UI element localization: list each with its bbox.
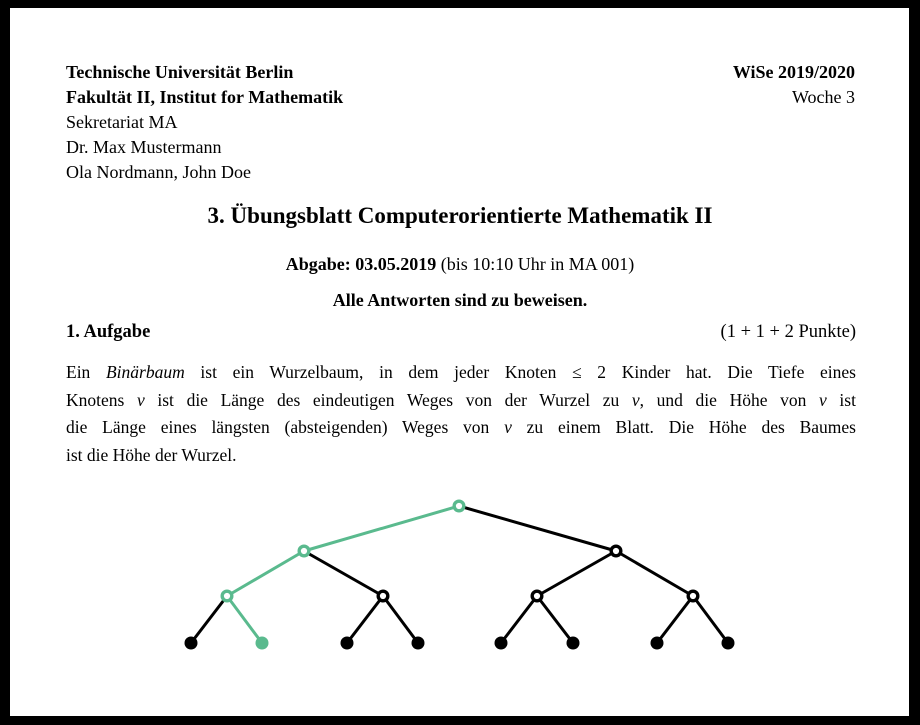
- tree-edge: [227, 551, 304, 596]
- tree-inner-node: [532, 591, 542, 601]
- tree-edge: [501, 596, 537, 643]
- tree-edge: [347, 596, 383, 643]
- proof-notice: Alle Antworten sind zu beweisen.: [332, 290, 588, 310]
- tree-inner-node: [222, 591, 232, 601]
- institution-name: Technische Universität Berlin: [66, 62, 294, 82]
- tree-inner-node: [454, 501, 464, 511]
- tree-leaf-node: [495, 637, 508, 650]
- tree-leaf-node: [185, 637, 198, 650]
- tree-edge: [304, 506, 459, 551]
- tree-edge: [616, 551, 693, 596]
- week-line: Woche 3: [791, 87, 855, 107]
- task-points: (1 + 1 + 2 Punkte): [720, 322, 856, 342]
- tree-leaf-node: [412, 637, 425, 650]
- semester-line: WiSe 2019/2020: [732, 62, 855, 82]
- header-institution-block: [66, 60, 343, 185]
- tree-edge: [383, 596, 418, 643]
- assistants-line: Ola Nordmann, John Doe: [66, 162, 251, 182]
- tree-leaf-node: [341, 637, 354, 650]
- task-description-paragraph: [66, 359, 856, 469]
- lecturer-line: Dr. Max Mustermann: [66, 137, 222, 157]
- header-semester-block: [733, 60, 855, 110]
- due-date-details: (bis 10:10 Uhr in MA 001): [436, 254, 635, 274]
- tree-inner-node: [688, 591, 698, 601]
- secretariat-line: Sekretariat MA: [66, 112, 178, 132]
- tree-edge: [191, 596, 227, 643]
- tree-leaf-node: [256, 637, 269, 650]
- tree-edge: [537, 551, 616, 596]
- paragraph-line: die Länge eines längsten (absteigenden) Weges von v zu einem Blatt. Die Höhe des Baumes: [66, 417, 856, 437]
- sheet-title: 3. Übungsblatt Computerorientierte Mathematik II: [207, 203, 713, 228]
- tree-inner-node: [299, 546, 309, 556]
- tree-leaf-node: [567, 637, 580, 650]
- tree-edge: [227, 596, 262, 643]
- tree-inner-node: [611, 546, 621, 556]
- tree-inner-node: [378, 591, 388, 601]
- task-title: 1. Aufgabe: [66, 322, 151, 342]
- task-heading-row: [66, 322, 856, 343]
- tree-leaf-node: [722, 637, 735, 650]
- tree-edge: [657, 596, 693, 643]
- tree-edge: [459, 506, 616, 551]
- paragraph-line: Knotens v ist die Länge des eindeutigen Weges von der Wurzel zu v, und die Höhe von v ist: [66, 389, 856, 410]
- due-date-line: [0, 254, 920, 275]
- paragraph-line: Ein Binärbaum ist ein Wurzelbaum, in dem jeder Knoten ≤ 2 Kinder hat. Die Tiefe eines: [66, 362, 856, 382]
- paragraph-line: ist die Höhe der Wurzel.: [66, 444, 237, 465]
- tree-edge: [537, 596, 573, 643]
- tree-edge: [693, 596, 728, 643]
- due-date-bold: Abgabe: 03.05.2019: [285, 254, 437, 274]
- tree-leaf-node: [651, 637, 664, 650]
- tree-edge: [304, 551, 383, 596]
- faculty-name: Fakultät II, Institut for Mathematik: [66, 87, 344, 107]
